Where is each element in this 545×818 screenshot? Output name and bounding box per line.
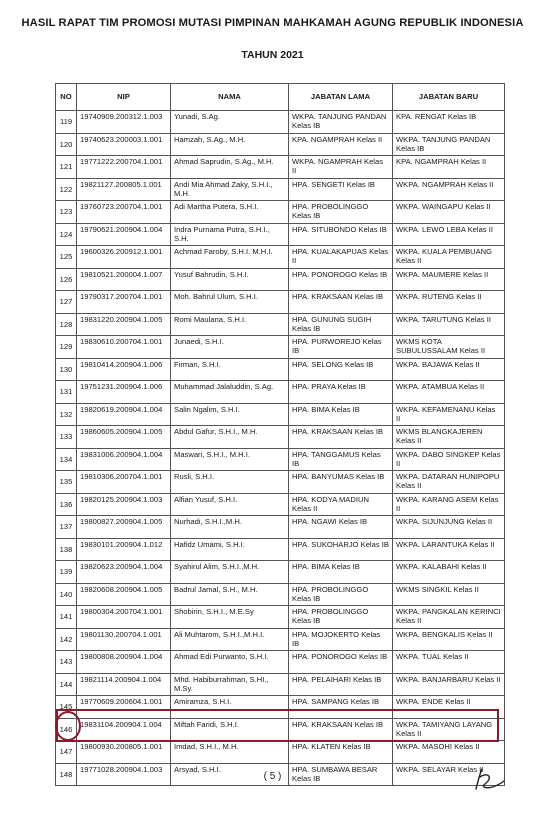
table-row — [56, 673, 505, 696]
table-row — [56, 336, 505, 359]
cell-nip: 19740909.200312.1.003 — [77, 111, 171, 134]
table-row — [56, 561, 505, 584]
cell-jabatan-lama: HPA. PONOROGO Kelas IB — [289, 651, 393, 674]
cell-nip: 19771028.200904.1.003 — [77, 763, 171, 786]
table-row — [56, 403, 505, 426]
cell-jabatan-baru: WKPA. TANJUNG PANDAN Kelas IB — [393, 133, 505, 156]
cell-no: 148 — [56, 763, 77, 786]
page-number: ( 5 ) — [263, 771, 282, 782]
cell-nama: Yunadi, S.Ag. — [171, 111, 289, 134]
cell-no: 143 — [56, 651, 77, 674]
table-row — [56, 718, 505, 741]
cell-nip: 19821114.200904.1.004 — [77, 673, 171, 696]
cell-jabatan-lama: HPA. PROBOLINGGO Kelas IB — [289, 606, 393, 629]
cell-jabatan-baru: KPA. NGAMPRAH Kelas II — [393, 156, 505, 179]
table-row — [56, 268, 505, 291]
table-row — [56, 741, 505, 764]
cell-jabatan-lama: HPA. SUKOHARJO Kelas IB — [289, 538, 393, 561]
table-row — [56, 246, 505, 269]
cell-nip: 19771222.200704.1.001 — [77, 156, 171, 179]
cell-no: 128 — [56, 313, 77, 336]
cell-jabatan-lama: HPA. TANGGAMUS Kelas IB — [289, 448, 393, 471]
cell-no: 141 — [56, 606, 77, 629]
cell-nip: 19831006.200904.1.004 — [77, 448, 171, 471]
cell-nama: Andi Mia Ahmad Zaky, S.H.I., M.H. — [171, 178, 289, 201]
table-row — [56, 448, 505, 471]
cell-jabatan-baru: WKMS KOTA SUBULUSSALAM Kelas II — [393, 336, 505, 359]
cell-nip: 19820619.200904.1.004 — [77, 403, 171, 426]
cell-nip: 19830101.200904.1.012 — [77, 538, 171, 561]
cell-jabatan-lama: HPA. PROBOLINGGO Kelas IB — [289, 201, 393, 224]
header-nama: NAMA — [171, 84, 289, 111]
cell-jabatan-baru: WKPA. PANGKALAN KERINCI Kelas II — [393, 606, 505, 629]
table-row — [56, 516, 505, 539]
cell-no: 120 — [56, 133, 77, 156]
cell-nama: Miftah Faridi, S.H.I. — [171, 718, 289, 741]
cell-jabatan-baru: WKPA. TUAL Kelas II — [393, 651, 505, 674]
cell-nip: 19831220.200904.1.005 — [77, 313, 171, 336]
cell-jabatan-lama: HPA. GUNUNG SUGIH Kelas IB — [289, 313, 393, 336]
table-row — [56, 583, 505, 606]
cell-nama: Ahmad Edi Purwanto, S.H.I. — [171, 651, 289, 674]
cell-nama: Shobirin, S.H.I., M.E.Sy — [171, 606, 289, 629]
cell-nip: 19810306.200704.1.001 — [77, 471, 171, 494]
cell-nip: 19751231.200904.1.006 — [77, 381, 171, 404]
cell-nip: 19860605.200904.1.005 — [77, 426, 171, 449]
table-row — [56, 313, 505, 336]
cell-no: 119 — [56, 111, 77, 134]
cell-jabatan-baru: WKPA. KALABAHI Kelas II — [393, 561, 505, 584]
cell-nama: Achmad Faroby, S.H.I. M.H.I. — [171, 246, 289, 269]
cell-jabatan-baru: WKPA. WAINGAPU Kelas II — [393, 201, 505, 224]
cell-no: 126 — [56, 268, 77, 291]
table-row — [56, 493, 505, 516]
cell-jabatan-baru: WKMS BLANGKAJEREN Kelas II — [393, 426, 505, 449]
cell-jabatan-baru: WKPA. SIJUNJUNG Kelas II — [393, 516, 505, 539]
table-row — [56, 291, 505, 314]
cell-jabatan-baru: WKPA. KEFAMENANU Kelas II — [393, 403, 505, 426]
header-jabatan-lama: JABATAN LAMA — [289, 84, 393, 111]
cell-no: 125 — [56, 246, 77, 269]
cell-jabatan-lama: WKPA. TANJUNG PANDAN Kelas IB — [289, 111, 393, 134]
cell-jabatan-lama: HPA. MOJOKERTO Kelas IB — [289, 628, 393, 651]
cell-nama: Muhammad Jalaluddin, S.Ag. — [171, 381, 289, 404]
cell-nip: 19790317.200704.1.001 — [77, 291, 171, 314]
cell-jabatan-baru: WKPA. LARANTUKA Kelas II — [393, 538, 505, 561]
cell-no: 147 — [56, 741, 77, 764]
cell-jabatan-lama: HPA. SAMPANG Kelas IB — [289, 696, 393, 719]
cell-nama: Indra Purnama Putra, S.H.I., S.H. — [171, 223, 289, 246]
cell-no: 123 — [56, 201, 77, 224]
cell-jabatan-baru: WKMS SINGKIL Kelas II — [393, 583, 505, 606]
cell-no: 142 — [56, 628, 77, 651]
table-row — [56, 651, 505, 674]
cell-nama: Mhd. Habiburrahman, S.HI., M.Sy. — [171, 673, 289, 696]
cell-nama: Nurhadi, S.H.I.,M.H. — [171, 516, 289, 539]
cell-jabatan-lama: HPA. KRAKSAAN Kelas IB — [289, 291, 393, 314]
cell-nama: Adi Martha Putera, S.H.I. — [171, 201, 289, 224]
cell-nama: Moh. Bahrul Ulum, S.H.I. — [171, 291, 289, 314]
table-row — [56, 538, 505, 561]
cell-nip: 19740623.200003.1.001 — [77, 133, 171, 156]
cell-jabatan-baru: WKPA. ENDE Kelas II — [393, 696, 505, 719]
cell-jabatan-lama: HPA. KUALAKAPUAS Kelas II — [289, 246, 393, 269]
cell-jabatan-baru: WKPA. DATARAN HUNIPOPU Kelas II — [393, 471, 505, 494]
cell-nama: Junaedi, S.H.I. — [171, 336, 289, 359]
cell-no: 134 — [56, 448, 77, 471]
cell-nip: 19831104.200904.1.004 — [77, 718, 171, 741]
cell-nama: Syahirul Alim, S.H.I.,M.H. — [171, 561, 289, 584]
cell-nama: Ali Muhtarom, S.H.I.,M.H.I. — [171, 628, 289, 651]
table-row — [56, 381, 505, 404]
header-no: NO — [56, 84, 77, 111]
signature-mark — [470, 765, 510, 795]
cell-nama: Imdad, S.H.I., M.H. — [171, 741, 289, 764]
table-row — [56, 178, 505, 201]
cell-nip: 19800827.200904.1.005 — [77, 516, 171, 539]
cell-jabatan-lama: HPA. PURWOREJO Kelas IB — [289, 336, 393, 359]
cell-jabatan-lama: HPA. BIMA Kelas IB — [289, 403, 393, 426]
table-row — [56, 223, 505, 246]
document-subtitle: TAHUN 2021 — [241, 49, 304, 61]
cell-nama: Arsyad, S.H.I. — [171, 763, 289, 786]
cell-no: 137 — [56, 516, 77, 539]
cell-nama: Firman, S.H.I. — [171, 358, 289, 381]
cell-nama: Maswari, S.H.I., M.H.I. — [171, 448, 289, 471]
cell-jabatan-lama: HPA. PONOROGO Kelas IB — [289, 268, 393, 291]
cell-nip: 19770609.200604.1.001 — [77, 696, 171, 719]
cell-jabatan-lama: HPA. KODYA MADIUN Kelas II — [289, 493, 393, 516]
table-row — [56, 156, 505, 179]
cell-jabatan-lama: HPA. PELAIHARI Kelas IB — [289, 673, 393, 696]
cell-nip: 19760723.200704.1.001 — [77, 201, 171, 224]
cell-no: 135 — [56, 471, 77, 494]
cell-jabatan-lama: HPA. BIMA Kelas IB — [289, 561, 393, 584]
cell-nama: Ahmad Saprudin, S.Ag., M.H. — [171, 156, 289, 179]
cell-jabatan-lama: KPA. NGAMPRAH Kelas II — [289, 133, 393, 156]
cell-nama: Yusuf Bahrudin, S.H.I. — [171, 268, 289, 291]
cell-nama: Romi Maulana, S.H.I. — [171, 313, 289, 336]
cell-no: 140 — [56, 583, 77, 606]
cell-no: 139 — [56, 561, 77, 584]
table-row — [56, 426, 505, 449]
cell-jabatan-baru: WKPA. ATAMBUA Kelas II — [393, 381, 505, 404]
cell-jabatan-baru: WKPA. BANJARBARU Kelas II — [393, 673, 505, 696]
cell-jabatan-baru: WKPA. NGAMPRAH Kelas II — [393, 178, 505, 201]
cell-jabatan-lama: HPA. PROBOLINGGO Kelas IB — [289, 583, 393, 606]
cell-jabatan-baru: WKPA. BAJAWA Kelas II — [393, 358, 505, 381]
cell-nip: 19600326.200912.1.001 — [77, 246, 171, 269]
cell-no: 131 — [56, 381, 77, 404]
cell-nip: 19800304.200704.1.001 — [77, 606, 171, 629]
cell-nama: Badrul Jamal, S.H., M.H. — [171, 583, 289, 606]
cell-jabatan-lama: HPA. SELONG Kelas IB — [289, 358, 393, 381]
cell-jabatan-baru: WKPA. MASOHI Kelas II — [393, 741, 505, 764]
cell-jabatan-baru: WKPA. KUALA PEMBUANG Kelas II — [393, 246, 505, 269]
cell-jabatan-lama: HPA. BANYUMAS Kelas IB — [289, 471, 393, 494]
cell-nip: 19830610.200704.1.001 — [77, 336, 171, 359]
cell-nip: 19820608.200904.1.005 — [77, 583, 171, 606]
table-row — [56, 358, 505, 381]
cell-no: 130 — [56, 358, 77, 381]
cell-jabatan-baru: WKPA. KARANG ASEM Kelas II — [393, 493, 505, 516]
table-row — [56, 606, 505, 629]
cell-jabatan-baru: WKPA. TARUTUNG Kelas II — [393, 313, 505, 336]
cell-nama: Hafidz Umami, S.H.I. — [171, 538, 289, 561]
cell-jabatan-baru: WKPA. BENGKALIS Kelas II — [393, 628, 505, 651]
cell-nip: 19810414.200904.1.006 — [77, 358, 171, 381]
cell-nip: 19820623.200904.1.004 — [77, 561, 171, 584]
cell-jabatan-lama: HPA. KLATEN Kelas IB — [289, 741, 393, 764]
cell-no: 121 — [56, 156, 77, 179]
cell-nama: Rusli, S.H.I. — [171, 471, 289, 494]
cell-jabatan-lama: HPA. PRAYA Kelas IB — [289, 381, 393, 404]
cell-no: 129 — [56, 336, 77, 359]
table-body — [56, 111, 505, 786]
cell-jabatan-baru: WKPA. RUTENG Kelas II — [393, 291, 505, 314]
cell-jabatan-baru: WKPA. MAUMERE Kelas II — [393, 268, 505, 291]
cell-jabatan-lama: WKPA. NGAMPRAH Kelas II — [289, 156, 393, 179]
cell-jabatan-lama: HPA. KRAKSAAN Kelas IB — [289, 426, 393, 449]
cell-jabatan-lama: HPA. SUMBAWA BESAR Kelas IB — [289, 763, 393, 786]
cell-nama: Alfian Yusuf, S.H.I. — [171, 493, 289, 516]
table-row — [56, 696, 505, 719]
cell-no: 124 — [56, 223, 77, 246]
cell-no: 146 — [56, 718, 77, 741]
cell-nama: Abdul Gafur, S.H.I., M.H. — [171, 426, 289, 449]
document-title: HASIL RAPAT TIM PROMOSI MUTASI PIMPINAN MAHKAMAH AGUNG REPUBLIK INDONESIA — [21, 17, 524, 29]
table-row — [56, 201, 505, 224]
header-jabatan-baru: JABATAN BARU — [393, 84, 505, 111]
table-row — [56, 133, 505, 156]
header-nip: NIP — [77, 84, 171, 111]
cell-no: 144 — [56, 673, 77, 696]
cell-jabatan-baru: WKPA. DABO SINGKEP Kelas II — [393, 448, 505, 471]
cell-no: 145 — [56, 696, 77, 719]
cell-jabatan-lama: HPA. SENGETI Kelas IB — [289, 178, 393, 201]
cell-jabatan-lama: HPA. KRAKSAAN Kelas IB — [289, 718, 393, 741]
cell-nip: 19801130.200704.1.001 — [77, 628, 171, 651]
cell-jabatan-baru: WKPA. SELAYAR Kelas II — [393, 763, 505, 786]
table-header-row — [56, 84, 505, 111]
cell-jabatan-baru: WKPA. LEWO LEBA Kelas II — [393, 223, 505, 246]
table-row — [56, 628, 505, 651]
cell-no: 127 — [56, 291, 77, 314]
mutation-table — [55, 83, 505, 786]
cell-nama: Amiramza, S.H.I. — [171, 696, 289, 719]
cell-jabatan-baru: WKPA. TAMIYANG LAYANG Kelas II — [393, 718, 505, 741]
cell-nip: 19810521.200004.1.007 — [77, 268, 171, 291]
cell-no: 132 — [56, 403, 77, 426]
cell-nip: 19800930.200805.1.001 — [77, 741, 171, 764]
cell-jabatan-lama: HPA. NGAWI Kelas IB — [289, 516, 393, 539]
cell-jabatan-baru: KPA. RENGAT Kelas IB — [393, 111, 505, 134]
cell-nip: 19790621.200904.1.004 — [77, 223, 171, 246]
table-row — [56, 111, 505, 134]
cell-jabatan-lama: HPA. SITUBONDO Kelas IB — [289, 223, 393, 246]
cell-no: 122 — [56, 178, 77, 201]
cell-nip: 19800808.200904.1.004 — [77, 651, 171, 674]
cell-nip: 19820125.200904.1.003 — [77, 493, 171, 516]
cell-nip: 19821127.200805.1.001 — [77, 178, 171, 201]
cell-no: 136 — [56, 493, 77, 516]
cell-nama: Salin Ngalim, S.H.I. — [171, 403, 289, 426]
table-row — [56, 471, 505, 494]
cell-nama: Hamzah, S.Ag., M.H. — [171, 133, 289, 156]
cell-no: 138 — [56, 538, 77, 561]
cell-no: 133 — [56, 426, 77, 449]
